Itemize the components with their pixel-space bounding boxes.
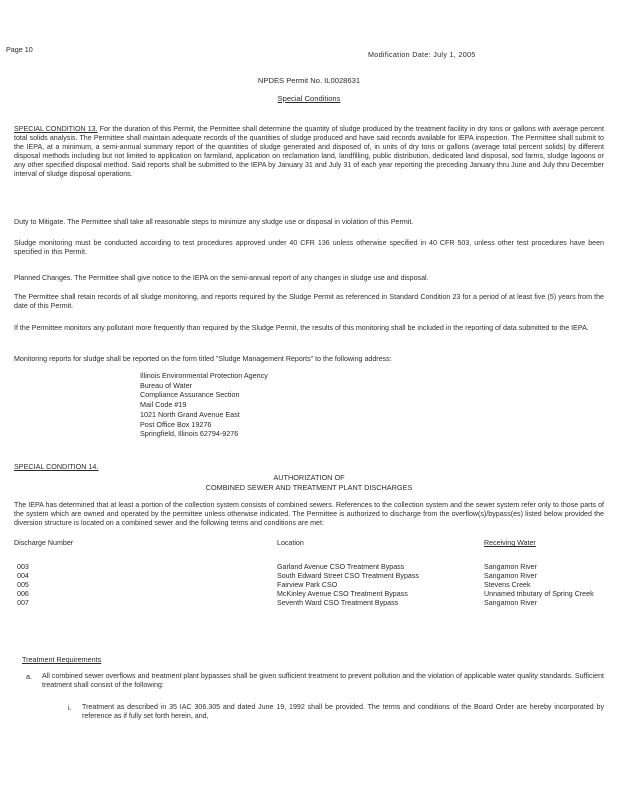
discharge-location: Fairview Park CSO <box>277 581 338 589</box>
special-condition-14-text: The IEPA has determined that at least a portion of the collection system consists of combined sewers. References to the collection system and the sewer system refer only to those parts of the system which are owned and operated by the permittee unless otherwise indicated. The Permittee is authorized to discharge from the overflow(s)/bypass(es) listed below provided the diversion structure is located on a combined sewer and the following terms and conditions are met: <box>14 501 604 528</box>
address-line: Post Office Box 19276 <box>140 419 212 429</box>
receiving-water: Sangamon River <box>484 599 537 607</box>
table-row <box>14 563 604 572</box>
table-row <box>14 599 604 608</box>
discharge-number: 003 <box>17 563 29 571</box>
discharge-number: 005 <box>17 581 29 589</box>
sc14-heading-line2: COMBINED SEWER AND TREATMENT PLANT DISCHARGES <box>205 483 413 492</box>
address-line: Springfield, Illinois 62794-9276 <box>140 429 239 439</box>
receiving-water: Stevens Creek <box>484 581 531 589</box>
special-condition-13-text: For the duration of this Permit, the Permittee shall determine the quantity of sludge produced by the treatment facility in dry tons or gallons with average percent total solids analysis. The Permittee shall maintain adequate records of the quantities of sludge produced and have said records available for IEPA inspection. The Permittee shall submit to the IEPA, at a minimum, a semi-annual summary report of the quantities of sludge generated and disposed of, in units of dry tons or gallons (average total percent solids) by different disposal methods including but not limited to application on farmland, application on reclamation land, landfilling, public distribution, dedicated land disposal, sod farms, sludge lagoons or any other specified disposal method. Said reports shall be submitted to the IEPA by January 31 and July 31 of each year reporting the preceding January thru June and July thru December interval of sludge disposal operations. <box>14 125 604 179</box>
address-line: Mail Code #19 <box>140 400 187 410</box>
sc14-heading-line1: AUTHORIZATION OF <box>273 473 345 482</box>
treatment-bullet-2: Treatment as described in 35 IAC 306.305 and dated June 19, 1992 shall be provided. The terms and conditions of the Board Order are hereby incorporated by reference as if fully set forth herein, and, <box>82 703 604 721</box>
table-row <box>14 581 604 590</box>
header-receiving-water: Receiving Water <box>484 539 536 547</box>
address-line: Illinois Environmental Protection Agency <box>140 371 268 380</box>
permit-title: NPDES Permit No. IL0028631 <box>257 76 361 85</box>
page-number: Page 10 <box>6 45 33 54</box>
discharge-location: McKinley Avenue CSO Treatment Bypass <box>277 590 408 598</box>
discharge-number: 004 <box>17 572 29 580</box>
planned-changes-para: Planned Changes. The Permittee shall give notice to the IEPA on the semi-annual report of any changes in sludge use and disposal. <box>14 274 429 282</box>
section-title: Special Conditions <box>277 94 341 103</box>
special-condition-13-label: SPECIAL CONDITION 13. <box>14 125 98 133</box>
header-discharge-number: Discharge Number <box>14 539 74 547</box>
sludge-monitoring-para: Sludge monitoring must be conducted according to test procedures approved under 40 CFR 136 unless otherwise specified in 40 CFR 503, unless other test procedures have been specified in this Permit. <box>14 239 604 257</box>
special-condition-14-label: SPECIAL CONDITION 14. <box>14 462 99 471</box>
discharge-table-header <box>14 539 604 548</box>
special-condition-13 <box>14 125 604 180</box>
address-line: Compliance Assurance Section <box>140 390 240 400</box>
discharge-number: 007 <box>17 599 29 607</box>
mailing-address <box>140 371 268 439</box>
bullet-marker: i. <box>68 703 72 712</box>
address-line: 1021 North Grand Avenue East <box>140 409 240 419</box>
treatment-bullet-1: All combined sewer overflows and treatment plant bypasses shall be given sufficient treatment to prevent pollution and the violation of applicable water quality standards. Sufficient treatment shall consist of the following: <box>42 672 604 690</box>
duty-to-mitigate: Duty to Mitigate. The Permittee shall take all reasonable steps to minimize any sludge use or disposal in violation of this Permit. <box>14 218 414 226</box>
receiving-water: Unnamed tributary of Spring Creek <box>484 590 594 598</box>
discharge-location: South Edward Street CSO Treatment Bypass <box>277 572 419 580</box>
discharge-number: 006 <box>17 590 29 598</box>
modification-date: Modification Date: July 1, 2005 <box>368 50 476 59</box>
frequent-monitoring-para: If the Permittee monitors any pollutant more frequently than required by the Sludge Permit, the results of this monitoring shall be included in the reporting of data submitted to the IEPA. <box>14 324 589 332</box>
treatment-requirements-heading: Treatment Requirements <box>22 655 102 664</box>
bullet-marker: a. <box>26 672 32 681</box>
address-line: Bureau of Water <box>140 380 193 390</box>
records-retention-para: The Permittee shall retain records of all sludge monitoring, and reports required by the Sludge Permit as referenced in Standard Condition 23 for a period of at least five (5) years from the date of this Permit. <box>14 293 604 311</box>
table-row <box>14 572 604 581</box>
receiving-water: Sangamon River <box>484 563 537 571</box>
table-row <box>14 590 604 599</box>
discharge-location: Seventh Ward CSO Treatment Bypass <box>277 599 399 607</box>
header-location: Location <box>277 539 304 547</box>
receiving-water: Sangamon River <box>484 572 537 580</box>
discharge-location: Garland Avenue CSO Treatment Bypass <box>277 563 405 571</box>
address-intro-para: Monitoring reports for sludge shall be reported on the form titled "Sludge Management Reports" to the following address: <box>14 355 392 363</box>
